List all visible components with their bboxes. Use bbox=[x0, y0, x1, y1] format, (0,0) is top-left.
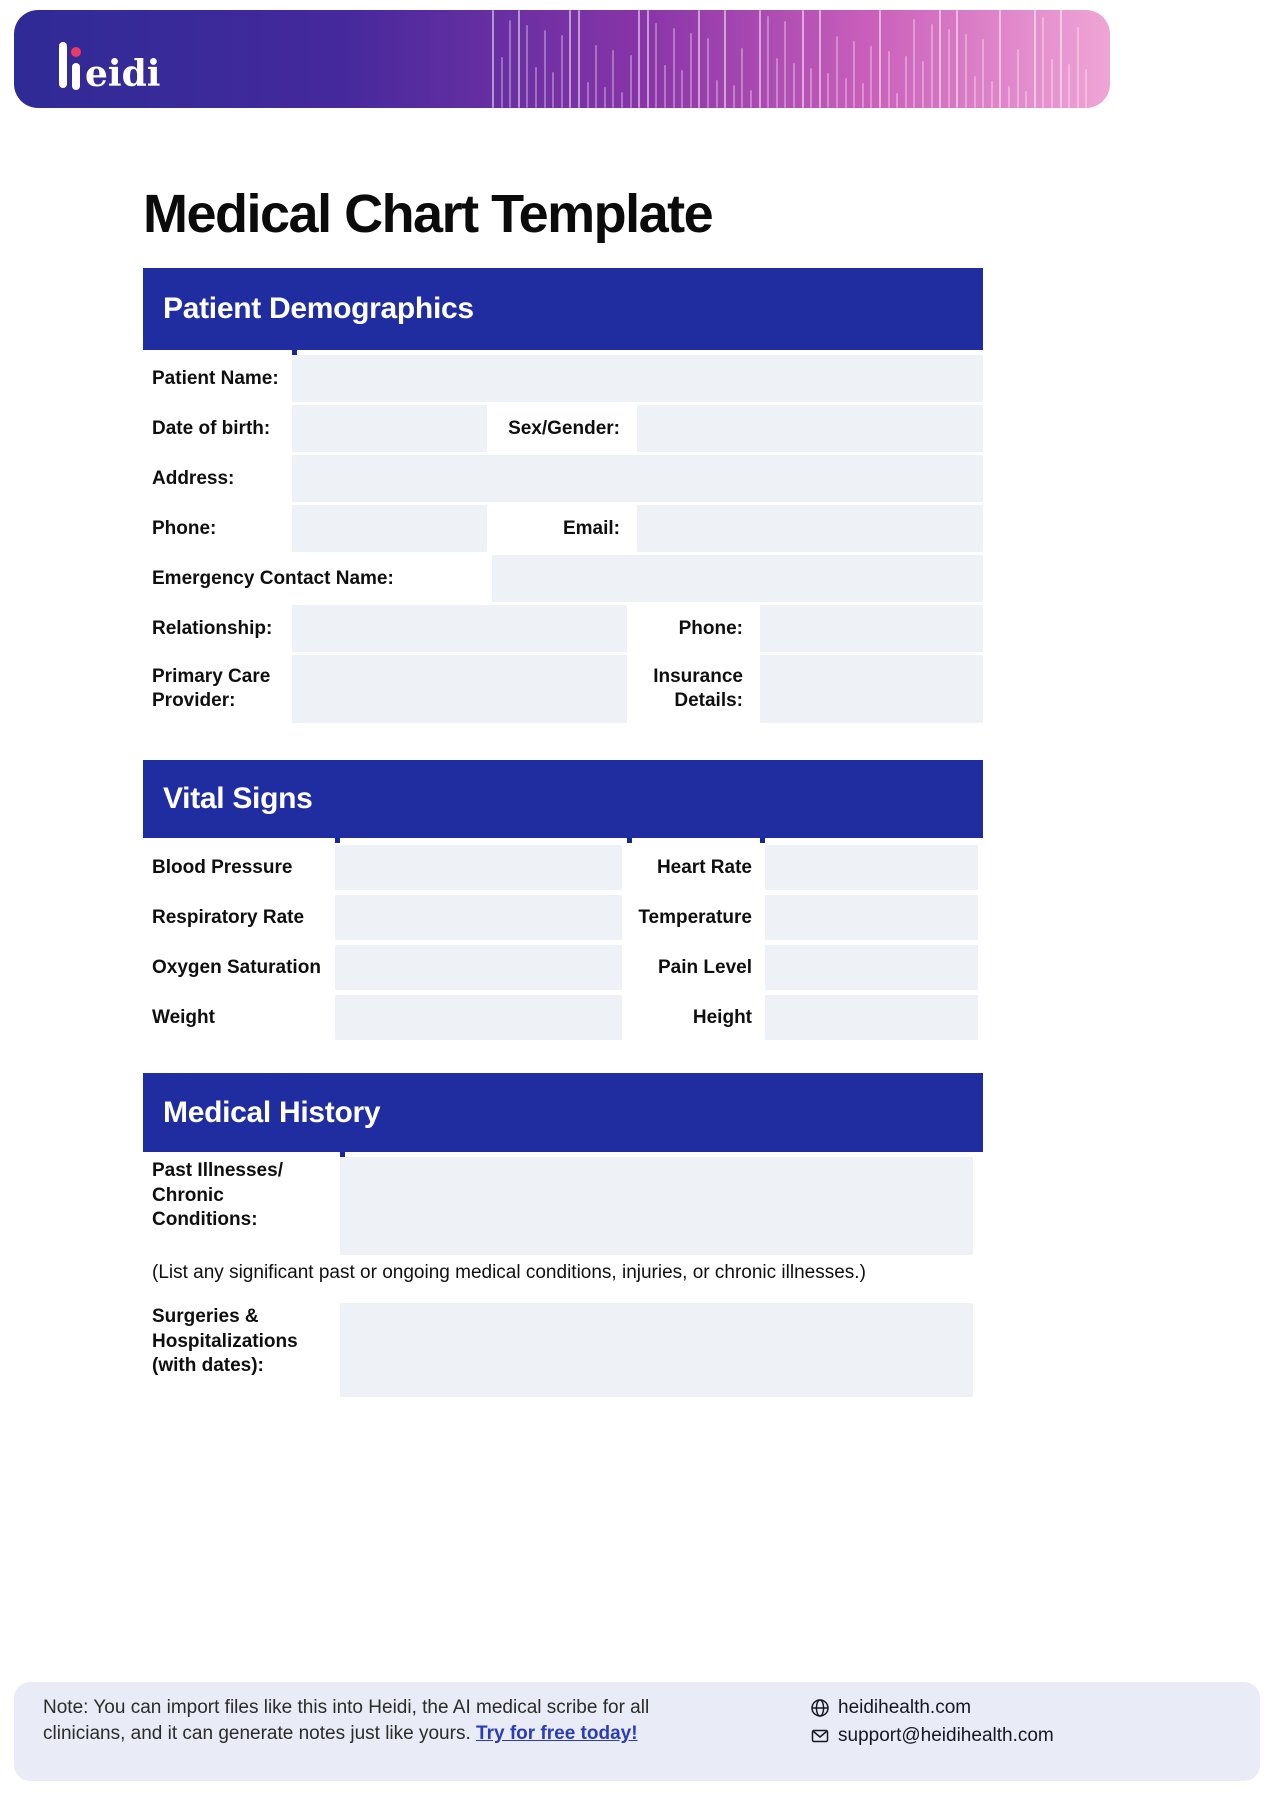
past-illnesses-field[interactable] bbox=[340, 1157, 973, 1255]
footer-banner bbox=[14, 1682, 1260, 1781]
section-header-demographics bbox=[143, 268, 983, 350]
form-row-relationship-phone bbox=[143, 605, 983, 652]
globe-icon bbox=[810, 1698, 830, 1718]
logo-pink-dot bbox=[71, 47, 81, 57]
primary-care-provider-label: Primary Care Provider: bbox=[152, 666, 271, 711]
height-field[interactable] bbox=[765, 995, 978, 1040]
relationship-field[interactable] bbox=[292, 605, 627, 652]
primary-care-provider-field[interactable] bbox=[292, 655, 627, 723]
phone-label: Phone: bbox=[152, 517, 217, 539]
emergency-contact-field[interactable] bbox=[492, 555, 983, 602]
weight-field[interactable] bbox=[335, 995, 622, 1040]
table-border-tick bbox=[335, 838, 340, 843]
support-email-text: support@heidihealth.com bbox=[838, 1725, 1054, 1746]
pain-level-label: Pain Level bbox=[658, 956, 752, 978]
footer-note-text: Note: You can import files like this into Heidi, the AI medical scribe for all clinicians, and it can generate notes just like yours. bbox=[43, 1697, 650, 1744]
form-row-emergency-contact bbox=[143, 555, 983, 602]
oxygen-saturation-field[interactable] bbox=[335, 945, 622, 990]
form-row-phone-email bbox=[143, 505, 983, 552]
height-label: Height bbox=[692, 1006, 752, 1028]
temperature-field[interactable] bbox=[765, 895, 978, 940]
header-banner bbox=[14, 10, 1110, 108]
email-label: Email: bbox=[562, 517, 620, 539]
form-row-dob-sex bbox=[143, 405, 983, 452]
relationship-label: Relationship: bbox=[152, 617, 273, 639]
past-illnesses-label: Past Illnesses/ Chronic Conditions: bbox=[152, 1160, 283, 1230]
section-header-history bbox=[143, 1073, 983, 1152]
dob-label: Date of birth: bbox=[152, 417, 271, 439]
website-text: heidihealth.com bbox=[838, 1697, 972, 1718]
blood-pressure-field[interactable] bbox=[335, 845, 622, 890]
sex-gender-field[interactable] bbox=[637, 405, 983, 452]
respiratory-rate-field[interactable] bbox=[335, 895, 622, 940]
website-row bbox=[810, 1694, 1054, 1722]
form-row-address bbox=[143, 455, 983, 502]
history-row-surgeries bbox=[143, 1303, 983, 1397]
demographics-form bbox=[143, 355, 983, 726]
heart-rate-label: Heart Rate bbox=[656, 856, 752, 878]
support-email-row bbox=[810, 1722, 1054, 1750]
table-border-tick bbox=[760, 838, 765, 843]
logo-text: eidi bbox=[85, 53, 161, 95]
address-label: Address: bbox=[152, 467, 235, 489]
section-header-vitals bbox=[143, 760, 983, 838]
vitals-row-weight-height bbox=[143, 995, 983, 1040]
vitals-form bbox=[143, 845, 983, 1045]
form-row-patient-name bbox=[143, 355, 983, 402]
weight-label: Weight bbox=[152, 1006, 215, 1028]
heart-rate-field[interactable] bbox=[765, 845, 978, 890]
insurance-details-label: Insurance Details: bbox=[653, 666, 743, 711]
address-field[interactable] bbox=[292, 455, 983, 502]
history-row-past-illnesses bbox=[143, 1157, 983, 1255]
emergency-contact-label: Emergency Contact Name: bbox=[152, 567, 394, 589]
insurance-details-field[interactable] bbox=[760, 655, 983, 723]
vitals-row-rr-temp bbox=[143, 895, 983, 940]
try-free-link[interactable]: Try for free today! bbox=[476, 1723, 638, 1744]
section-heading-text: Patient Demographics bbox=[163, 292, 474, 325]
oxygen-saturation-label: Oxygen Saturation bbox=[152, 956, 321, 978]
surgeries-label: Surgeries & Hospitalizations (with dates): bbox=[152, 1306, 298, 1376]
relationship-phone-field[interactable] bbox=[760, 605, 983, 652]
footer-note bbox=[43, 1695, 668, 1747]
page-title: Medical Chart Template bbox=[143, 184, 713, 244]
temperature-label: Temperature bbox=[638, 906, 752, 928]
relationship-phone-label: Phone: bbox=[678, 617, 743, 639]
mail-icon bbox=[810, 1726, 830, 1746]
sex-gender-label: Sex/Gender: bbox=[508, 417, 620, 439]
patient-name-label: Patient Name: bbox=[152, 367, 279, 389]
heidi-logo bbox=[59, 40, 189, 95]
logo-stem-shape bbox=[59, 42, 67, 88]
phone-field[interactable] bbox=[292, 505, 487, 552]
form-row-pcp-insurance bbox=[143, 655, 983, 723]
footer-contact-block bbox=[810, 1694, 1054, 1750]
section-heading-text: Medical History bbox=[163, 1095, 381, 1129]
vitals-row-bp-hr bbox=[143, 845, 983, 890]
patient-name-field[interactable] bbox=[292, 355, 983, 402]
pain-level-field[interactable] bbox=[765, 945, 978, 990]
blood-pressure-label: Blood Pressure bbox=[152, 856, 293, 878]
logo-i-shape bbox=[72, 63, 80, 90]
vitals-row-spo2-pain bbox=[143, 945, 983, 990]
email-field[interactable] bbox=[637, 505, 983, 552]
respiratory-rate-label: Respiratory Rate bbox=[152, 906, 305, 928]
section-heading-text: Vital Signs bbox=[163, 782, 313, 815]
table-border-tick bbox=[627, 838, 632, 843]
past-illnesses-note: (List any significant past or ongoing medical conditions, injuries, or chronic illnesses.) bbox=[152, 1262, 866, 1283]
surgeries-field[interactable] bbox=[340, 1303, 973, 1397]
dob-field[interactable] bbox=[292, 405, 487, 452]
